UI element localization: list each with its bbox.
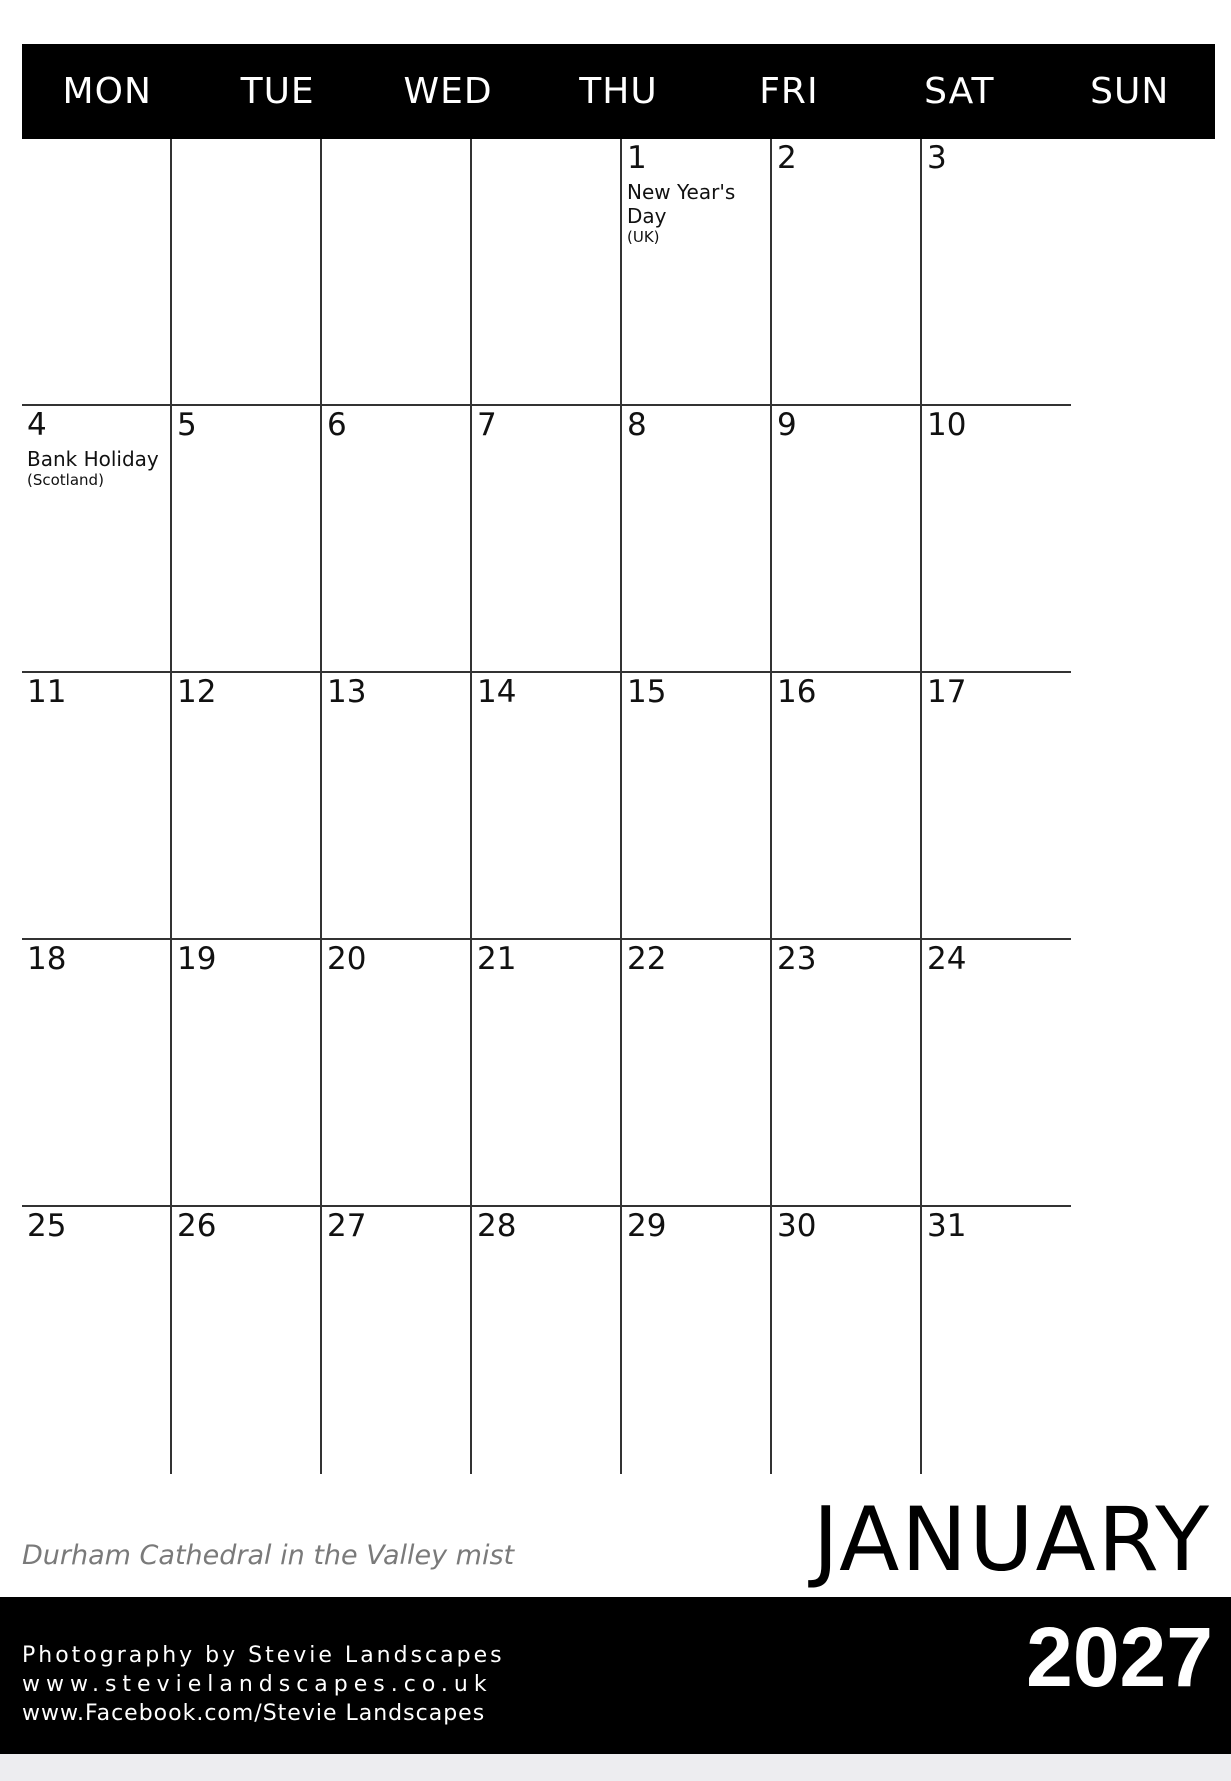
day-number: 3 xyxy=(927,140,947,176)
day-cell xyxy=(770,940,920,1207)
day-cell xyxy=(620,940,770,1207)
day-cell xyxy=(620,139,770,406)
weekday-header xyxy=(22,44,1215,139)
holiday-region: (UK) xyxy=(627,228,660,246)
day-number: 16 xyxy=(777,674,817,710)
day-number: 22 xyxy=(627,941,667,977)
day-number: 30 xyxy=(777,1208,817,1244)
day-cell xyxy=(22,139,170,406)
day-number: 10 xyxy=(927,407,967,443)
day-cell xyxy=(920,1207,1071,1474)
day-cell xyxy=(320,673,470,940)
day-cell xyxy=(470,940,620,1207)
year-title: 2027 xyxy=(1026,1610,1213,1704)
day-cell xyxy=(470,406,620,673)
day-number: 9 xyxy=(777,407,797,443)
day-cell xyxy=(470,673,620,940)
day-number: 2 xyxy=(777,140,797,176)
bottom-strip xyxy=(0,1754,1231,1781)
credits-block xyxy=(22,1641,505,1728)
photo-caption: Durham Cathedral in the Valley mist xyxy=(22,1540,515,1571)
day-cell xyxy=(320,406,470,673)
day-cell xyxy=(920,406,1071,673)
day-cell xyxy=(470,1207,620,1474)
day-number: 1 xyxy=(627,140,647,176)
day-number: 13 xyxy=(327,674,367,710)
month-title: JANUARY xyxy=(812,1488,1211,1591)
day-cell xyxy=(170,406,320,673)
day-cell xyxy=(170,940,320,1207)
day-cell xyxy=(22,406,170,673)
weekday-mon: MON xyxy=(62,71,152,112)
day-number: 8 xyxy=(627,407,647,443)
day-cell xyxy=(320,940,470,1207)
weekday-tue: TUE xyxy=(240,71,315,112)
weekday-fri: FRI xyxy=(759,71,819,112)
day-number: 7 xyxy=(477,407,497,443)
day-number: 20 xyxy=(327,941,367,977)
holiday-region: (Scotland) xyxy=(27,471,104,489)
day-cell xyxy=(620,673,770,940)
weekday-wed: WED xyxy=(403,71,493,112)
day-cell xyxy=(170,1207,320,1474)
day-cell xyxy=(920,673,1071,940)
day-cell xyxy=(770,406,920,673)
day-number: 25 xyxy=(27,1208,67,1244)
day-number: 23 xyxy=(777,941,817,977)
holiday-name: Bank Holiday xyxy=(27,447,159,471)
day-cell xyxy=(22,1207,170,1474)
calendar-grid xyxy=(22,139,1215,1473)
day-cell xyxy=(770,673,920,940)
credit-website: www.stevielandscapes.co.uk xyxy=(22,1672,493,1697)
day-number: 28 xyxy=(477,1208,517,1244)
day-number: 12 xyxy=(177,674,217,710)
holiday-label xyxy=(627,180,747,246)
day-cell xyxy=(770,1207,920,1474)
day-cell xyxy=(22,940,170,1207)
day-number: 21 xyxy=(477,941,517,977)
day-number: 26 xyxy=(177,1208,217,1244)
day-cell xyxy=(770,139,920,406)
day-cell xyxy=(920,139,1071,406)
weekday-thu: THU xyxy=(579,71,658,112)
day-cell xyxy=(170,139,320,406)
day-number: 6 xyxy=(327,407,347,443)
day-number: 17 xyxy=(927,674,967,710)
day-number: 18 xyxy=(27,941,67,977)
footer-bar xyxy=(0,1597,1231,1754)
day-number: 5 xyxy=(177,407,197,443)
credit-facebook: www.Facebook.com/Stevie Landscapes xyxy=(22,1701,486,1726)
day-number: 15 xyxy=(627,674,667,710)
day-cell xyxy=(470,139,620,406)
day-cell xyxy=(320,139,470,406)
day-number: 19 xyxy=(177,941,217,977)
day-cell xyxy=(620,1207,770,1474)
day-cell xyxy=(920,940,1071,1207)
day-cell xyxy=(170,673,320,940)
day-number: 11 xyxy=(27,674,67,710)
weekday-sat: SAT xyxy=(924,71,995,112)
credit-photographer: Photography by Stevie Landscapes xyxy=(22,1643,505,1668)
day-number: 24 xyxy=(927,941,967,977)
day-number: 29 xyxy=(627,1208,667,1244)
day-cell xyxy=(22,673,170,940)
weekday-sun: SUN xyxy=(1090,71,1170,112)
day-number: 14 xyxy=(477,674,517,710)
day-cell xyxy=(320,1207,470,1474)
day-number: 4 xyxy=(27,407,47,443)
holiday-label xyxy=(27,447,187,489)
day-number: 31 xyxy=(927,1208,967,1244)
day-number: 27 xyxy=(327,1208,367,1244)
day-cell xyxy=(620,406,770,673)
holiday-name: New Year's Day xyxy=(627,180,736,228)
